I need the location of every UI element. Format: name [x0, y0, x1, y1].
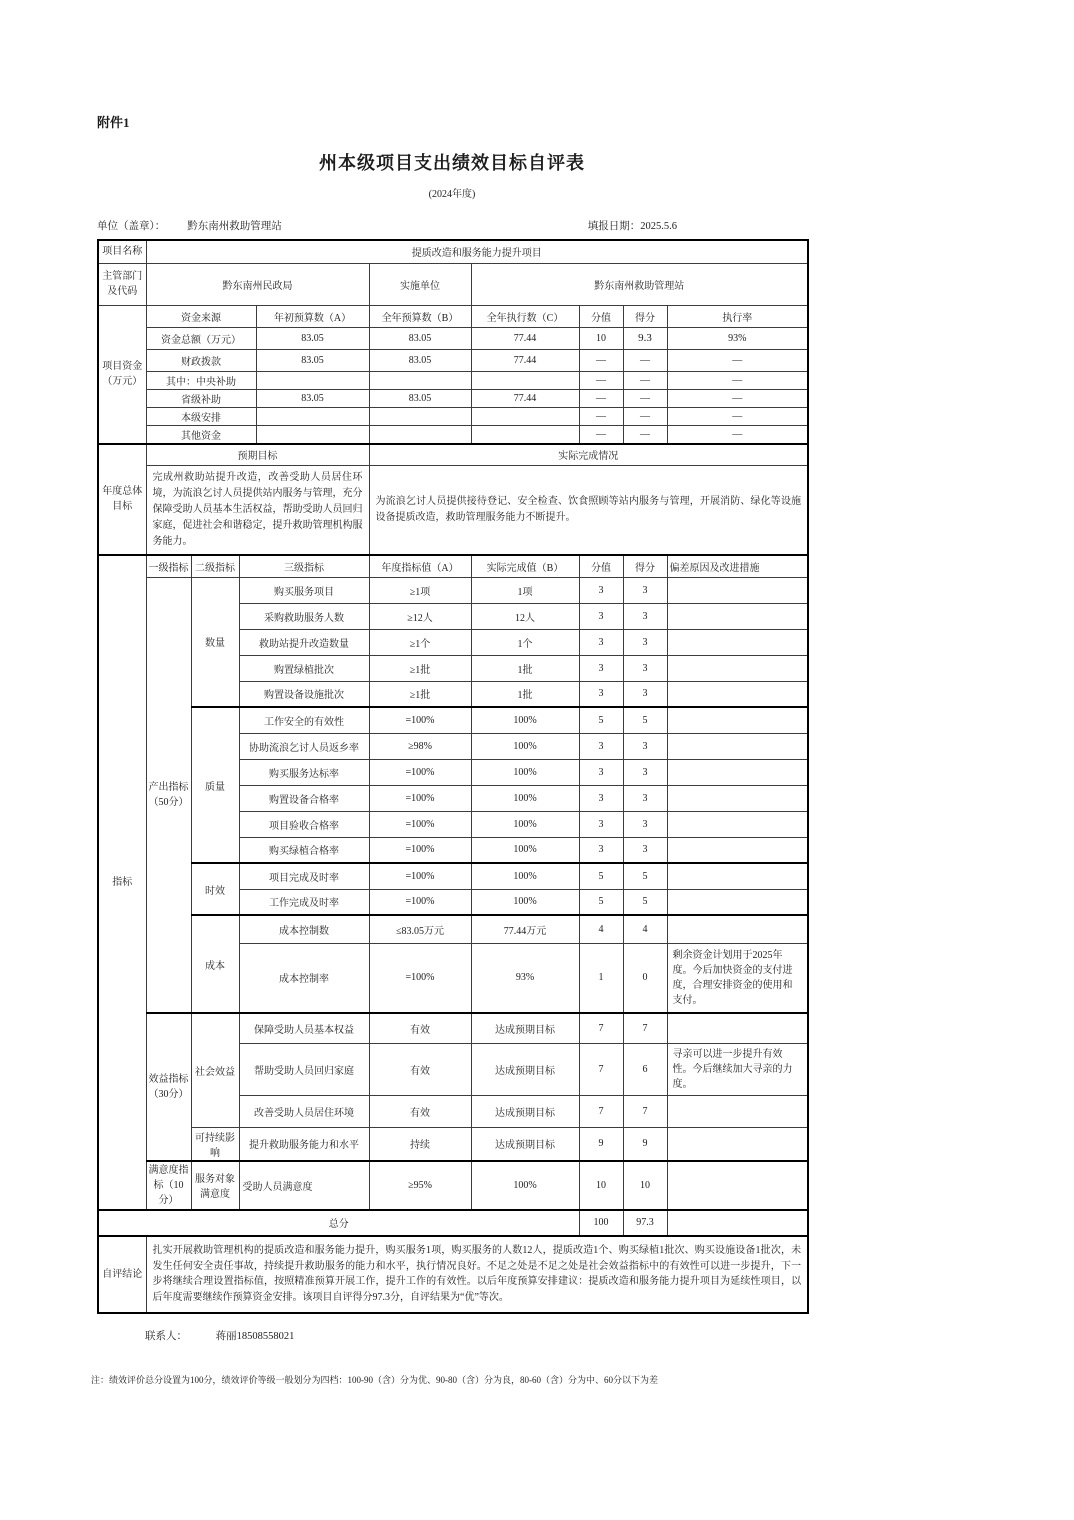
funding-max-cell: — — [579, 349, 623, 371]
indicator-target: ≥1个 — [369, 629, 471, 655]
indicator-max: 3 — [579, 681, 623, 707]
goal-expected-text: 完成州救助站提升改造，改善受助人员居住环境，为流浪乞讨人员提供站内服务与管理，充分保障受助人员基本生活权益，帮助受助人员回归家庭，促进社会和谐稳定，提升救助管理机构服务能力。 — [146, 466, 369, 556]
funding-b-cell: 83.05 — [369, 349, 471, 371]
indicator-max: 7 — [579, 1095, 623, 1127]
indicator-score: 10 — [623, 1161, 667, 1210]
indicator-score: 5 — [623, 863, 667, 889]
funding-col-c: 全年执行数（C） — [471, 305, 579, 327]
indicator-score: 3 — [623, 811, 667, 837]
department-value: 黔东南州民政局 — [146, 263, 369, 305]
funding-a-cell: 83.05 — [256, 349, 369, 371]
indicator-score: 0 — [623, 943, 667, 1013]
level2-service-satisfaction: 服务对象满意度 — [191, 1161, 239, 1210]
indicator-target: ≥95% — [369, 1161, 471, 1210]
funding-score-cell: — — [623, 407, 667, 425]
indicator-actual: 1批 — [471, 681, 579, 707]
funding-b-cell: 83.05 — [369, 389, 471, 407]
report-date: 填报日期：2025.5.6 — [587, 221, 677, 232]
level1-benefit: 效益指标（30分） — [146, 1013, 191, 1161]
indicator-max: 3 — [579, 655, 623, 681]
level2-quality: 质量 — [191, 707, 239, 863]
department-label: 主管部门及代码 — [98, 263, 146, 305]
funding-c-cell: 77.44 — [471, 389, 579, 407]
indicator-name: 提升救助服务能力和水平 — [239, 1127, 369, 1161]
ind-col-remark: 偏差原因及改进措施 — [667, 555, 808, 577]
funding-row-central — [98, 371, 808, 389]
indicator-actual: 100% — [471, 759, 579, 785]
indicator-row — [98, 577, 808, 603]
indicator-row — [98, 1127, 808, 1161]
indicator-remark — [667, 889, 808, 915]
contact-line — [145, 1328, 807, 1343]
document-sheet — [91, 112, 807, 1386]
indicator-row — [98, 915, 808, 943]
funding-row-total — [98, 327, 808, 349]
funding-c-cell: 77.44 — [471, 349, 579, 371]
level1-output: 产出指标（50分） — [146, 577, 191, 1013]
indicator-target: ≥12人 — [369, 603, 471, 629]
indicator-remark: 寻亲可以进一步提升有效性。今后继续加大寻亲的力度。 — [667, 1043, 808, 1095]
indicator-actual: 100% — [471, 889, 579, 915]
funding-c-cell — [471, 407, 579, 425]
implementing-unit-value: 黔东南州救助管理站 — [471, 263, 808, 305]
funding-a-cell — [256, 425, 369, 444]
indicator-actual: 100% — [471, 811, 579, 837]
indicator-name: 成本控制数 — [239, 915, 369, 943]
indicator-actual: 12人 — [471, 603, 579, 629]
level2-cost: 成本 — [191, 915, 239, 1013]
project-name-value: 提质改造和服务能力提升项目 — [146, 240, 808, 263]
indicator-target: ≥1批 — [369, 681, 471, 707]
indicator-actual: 达成预期目标 — [471, 1127, 579, 1161]
funding-source-cell: 其他资金 — [146, 425, 256, 444]
indicator-remark — [667, 707, 808, 733]
indicator-remark — [667, 681, 808, 707]
indicator-target: ≤83.05万元 — [369, 915, 471, 943]
indicator-max: 5 — [579, 863, 623, 889]
indicator-remark — [667, 1161, 808, 1210]
indicator-max: 3 — [579, 837, 623, 863]
indicator-remark — [667, 603, 808, 629]
indicator-actual: 100% — [471, 1161, 579, 1210]
indicator-actual: 达成预期目标 — [471, 1013, 579, 1043]
indicator-remark — [667, 577, 808, 603]
funding-col-rate: 执行率 — [667, 305, 808, 327]
funding-b-cell: 83.05 — [369, 327, 471, 349]
indicator-remark — [667, 1013, 808, 1043]
indicator-max: 3 — [579, 811, 623, 837]
indicator-score: 3 — [623, 629, 667, 655]
indicator-row — [98, 1161, 808, 1210]
indicator-max: 3 — [579, 603, 623, 629]
indicator-row — [98, 863, 808, 889]
funding-c-cell — [471, 425, 579, 444]
indicator-name: 保障受助人员基本权益 — [239, 1013, 369, 1043]
indicator-remark — [667, 811, 808, 837]
funding-col-source: 资金来源 — [146, 305, 256, 327]
level2-sustain: 可持续影响 — [191, 1127, 239, 1161]
level2-social: 社会效益 — [191, 1013, 239, 1127]
indicator-max: 3 — [579, 629, 623, 655]
total-max: 100 — [579, 1210, 623, 1236]
funding-max-cell: — — [579, 389, 623, 407]
indicator-row — [98, 707, 808, 733]
funding-a-cell: 83.05 — [256, 327, 369, 349]
funding-max-cell: — — [579, 407, 623, 425]
funding-rate-cell: — — [667, 371, 808, 389]
indicator-score: 5 — [623, 889, 667, 915]
indicator-max: 3 — [579, 577, 623, 603]
indicator-score: 3 — [623, 733, 667, 759]
indicator-target: =100% — [369, 785, 471, 811]
ind-col-max: 分值 — [579, 555, 623, 577]
indicator-score: 6 — [623, 1043, 667, 1095]
funding-col-score: 得分 — [623, 305, 667, 327]
indicator-max: 3 — [579, 733, 623, 759]
funding-max-cell: — — [579, 425, 623, 444]
funding-score-cell: — — [623, 349, 667, 371]
indicator-name: 成本控制率 — [239, 943, 369, 1013]
funding-rate-cell: — — [667, 407, 808, 425]
funding-source-cell: 本级安排 — [146, 407, 256, 425]
indicator-name: 购置设备设施批次 — [239, 681, 369, 707]
indicator-score: 3 — [623, 785, 667, 811]
goal-actual-header: 实际完成情况 — [369, 444, 808, 466]
funding-source-cell: 其中：中央补助 — [146, 371, 256, 389]
funding-c-cell: 77.44 — [471, 327, 579, 349]
ind-col-score: 得分 — [623, 555, 667, 577]
indicator-max: 3 — [579, 759, 623, 785]
indicator-name: 工作完成及时率 — [239, 889, 369, 915]
unit-line — [97, 218, 807, 233]
indicator-name: 项目完成及时率 — [239, 863, 369, 889]
self-evaluation-table — [97, 239, 809, 1314]
indicator-target: 有效 — [369, 1013, 471, 1043]
indicator-actual: 1项 — [471, 577, 579, 603]
indicator-actual: 93% — [471, 943, 579, 1013]
total-remark — [667, 1210, 808, 1236]
indicator-score: 3 — [623, 681, 667, 707]
indicator-score: 4 — [623, 915, 667, 943]
level2-timeliness: 时效 — [191, 863, 239, 915]
indicator-target: ≥1批 — [369, 655, 471, 681]
indicator-max: 3 — [579, 785, 623, 811]
indicator-target: =100% — [369, 811, 471, 837]
indicator-remark — [667, 837, 808, 863]
indicator-actual: 100% — [471, 733, 579, 759]
funding-a-cell — [256, 407, 369, 425]
funding-row-header: 项目资金（万元） — [98, 305, 146, 444]
goal-header-row — [98, 444, 808, 466]
ind-col-level3: 三级指标 — [239, 555, 369, 577]
indicator-score: 3 — [623, 837, 667, 863]
total-score: 97.3 — [623, 1210, 667, 1236]
ind-col-level2: 二级指标 — [191, 555, 239, 577]
indicator-remark — [667, 785, 808, 811]
goal-content-row — [98, 466, 808, 556]
indicator-actual: 达成预期目标 — [471, 1043, 579, 1095]
indicator-name: 救助站提升改造数量 — [239, 629, 369, 655]
indicator-name: 改善受助人员居住环境 — [239, 1095, 369, 1127]
funding-col-max: 分值 — [579, 305, 623, 327]
unit-label: 单位（盖章）： — [97, 221, 166, 232]
conclusion-label: 自评结论 — [98, 1236, 146, 1313]
funding-row-provincial — [98, 389, 808, 407]
funding-a-cell — [256, 371, 369, 389]
funding-score-cell: — — [623, 389, 667, 407]
indicator-remark — [667, 863, 808, 889]
indicator-target: =100% — [369, 837, 471, 863]
indicator-target: =100% — [369, 863, 471, 889]
ind-col-level1: 一级指标 — [146, 555, 191, 577]
total-row — [98, 1210, 808, 1236]
indicator-max: 5 — [579, 707, 623, 733]
indicator-max: 4 — [579, 915, 623, 943]
ind-col-target: 年度指标值（A） — [369, 555, 471, 577]
indicator-score: 9 — [623, 1127, 667, 1161]
project-name-label: 项目名称 — [98, 240, 146, 263]
indicator-name: 帮助受助人员回归家庭 — [239, 1043, 369, 1095]
indicator-target: =100% — [369, 759, 471, 785]
funding-header-row — [98, 305, 808, 327]
funding-max-cell: — — [579, 371, 623, 389]
funding-score-cell: 9.3 — [623, 327, 667, 349]
total-label: 总分 — [98, 1210, 579, 1236]
contact-value: 蒋丽18508558021 — [215, 1330, 295, 1342]
indicator-header-row — [98, 555, 808, 577]
indicator-max: 5 — [579, 889, 623, 915]
indicator-remark — [667, 1095, 808, 1127]
indicator-score: 3 — [623, 603, 667, 629]
funding-rate-cell: 93% — [667, 327, 808, 349]
indicator-name: 购买服务达标率 — [239, 759, 369, 785]
funding-score-cell: — — [623, 371, 667, 389]
project-name-row — [98, 240, 808, 263]
indicator-remark — [667, 915, 808, 943]
indicator-name: 工作安全的有效性 — [239, 707, 369, 733]
level1-satisfaction: 满意度指标（10分） — [146, 1161, 191, 1210]
funding-b-cell — [369, 425, 471, 444]
indicator-score: 7 — [623, 1095, 667, 1127]
funding-col-b: 全年预算数（B） — [369, 305, 471, 327]
indicator-name: 购置绿植批次 — [239, 655, 369, 681]
indicator-remark — [667, 655, 808, 681]
indicator-row — [98, 1013, 808, 1043]
indicator-actual: 77.44万元 — [471, 915, 579, 943]
goal-expected-header: 预期目标 — [146, 444, 369, 466]
funding-rate-cell: — — [667, 389, 808, 407]
indicator-name: 采购救助服务人数 — [239, 603, 369, 629]
goal-actual-text: 为流浪乞讨人员提供接待登记、安全检查、饮食照顾等站内服务与管理，开展消防、绿化等设施设备提质改造，救助管理服务能力不断提升。 — [369, 466, 808, 556]
indicator-target: 有效 — [369, 1043, 471, 1095]
footnote: 注：绩效评价总分设置为100分，绩效评价等级一般划分为四档：100-90（含）分为优、90-80（含）分为良，80-60（含）分为中、60分以下为差 — [91, 1374, 658, 1385]
funding-b-cell — [369, 371, 471, 389]
funding-source-cell: 资金总额（万元） — [146, 327, 256, 349]
indicator-name: 购买绿植合格率 — [239, 837, 369, 863]
funding-rate-cell: — — [667, 425, 808, 444]
indicator-target: 持续 — [369, 1127, 471, 1161]
department-row — [98, 263, 808, 305]
indicator-target: ≥1项 — [369, 577, 471, 603]
indicator-score: 7 — [623, 1013, 667, 1043]
indicator-score: 3 — [623, 655, 667, 681]
indicator-max: 10 — [579, 1161, 623, 1210]
conclusion-row — [98, 1236, 808, 1313]
indicator-actual: 1批 — [471, 655, 579, 681]
indicator-target: =100% — [369, 943, 471, 1013]
indicator-actual: 100% — [471, 837, 579, 863]
doc-subtitle: (2024年度) — [428, 189, 476, 200]
funding-source-cell: 财政拨款 — [146, 349, 256, 371]
funding-row-fiscal — [98, 349, 808, 371]
funding-a-cell: 83.05 — [256, 389, 369, 407]
goal-row-header: 年度总体目标 — [98, 444, 146, 556]
funding-source-cell: 省级补助 — [146, 389, 256, 407]
level2-quantity: 数量 — [191, 577, 239, 707]
attachment-label: 附件1 — [97, 115, 130, 130]
indicator-score: 3 — [623, 577, 667, 603]
indicator-score: 3 — [623, 759, 667, 785]
doc-title: 州本级项目支出绩效目标自评表 — [319, 153, 585, 173]
implementing-unit-label: 实施单位 — [369, 263, 471, 305]
indicator-name: 项目验收合格率 — [239, 811, 369, 837]
indicator-name: 购买服务项目 — [239, 577, 369, 603]
indicator-max: 7 — [579, 1013, 623, 1043]
indicator-remark — [667, 1127, 808, 1161]
indicator-target: 有效 — [369, 1095, 471, 1127]
funding-row-local — [98, 407, 808, 425]
conclusion-text: 扎实开展救助管理机构的提质改造和服务能力提升，购买服务1项，购买服务的人数12人，提质改造1个、购买绿植1批次、购买设施设备1批次，未发生任何安全责任事故，持续提升救助服务的能力和水平，执行情况良好。不足之处是不足之处是社会效益指标中的有效性可以进一步提升，下一步将继续合理设置指标值，按照精准预算开展工作，提升工作的有效性。以后年度预算安排建议：提质改造和服务能力提升项目为延续性项目，以后年度需要继续作预算资金安排。该项目自评得分97.3分，自评结果为“优”等次。 — [146, 1236, 808, 1313]
indicator-target: =100% — [369, 889, 471, 915]
indicator-actual: 100% — [471, 707, 579, 733]
indicator-max: 7 — [579, 1043, 623, 1095]
funding-max-cell: 10 — [579, 327, 623, 349]
contact-label: 联系人： — [145, 1330, 187, 1342]
funding-row-other — [98, 425, 808, 444]
indicator-score: 5 — [623, 707, 667, 733]
indicator-name: 协助流浪乞讨人员返乡率 — [239, 733, 369, 759]
indicator-name: 购置设备合格率 — [239, 785, 369, 811]
indicator-target: =100% — [369, 707, 471, 733]
funding-rate-cell: — — [667, 349, 808, 371]
indicator-actual: 1个 — [471, 629, 579, 655]
funding-score-cell: — — [623, 425, 667, 444]
funding-b-cell — [369, 407, 471, 425]
indicator-name: 受助人员满意度 — [239, 1161, 369, 1210]
indicator-max: 9 — [579, 1127, 623, 1161]
indicator-remark — [667, 733, 808, 759]
indicator-remark — [667, 759, 808, 785]
indicator-actual: 达成预期目标 — [471, 1095, 579, 1127]
indicator-target: ≥98% — [369, 733, 471, 759]
funding-col-a: 年初预算数（A） — [256, 305, 369, 327]
unit-value: 黔东南州救助管理站 — [187, 221, 282, 232]
indicator-row-header: 指标 — [98, 555, 146, 1210]
indicator-actual: 100% — [471, 863, 579, 889]
indicator-remark — [667, 629, 808, 655]
indicator-actual: 100% — [471, 785, 579, 811]
indicator-max: 1 — [579, 943, 623, 1013]
indicator-remark: 剩余资金计划用于2025年度。今后加快资金的支付进度，合理安排资金的使用和支付。 — [667, 943, 808, 1013]
ind-col-actual: 实际完成值（B） — [471, 555, 579, 577]
funding-c-cell — [471, 371, 579, 389]
